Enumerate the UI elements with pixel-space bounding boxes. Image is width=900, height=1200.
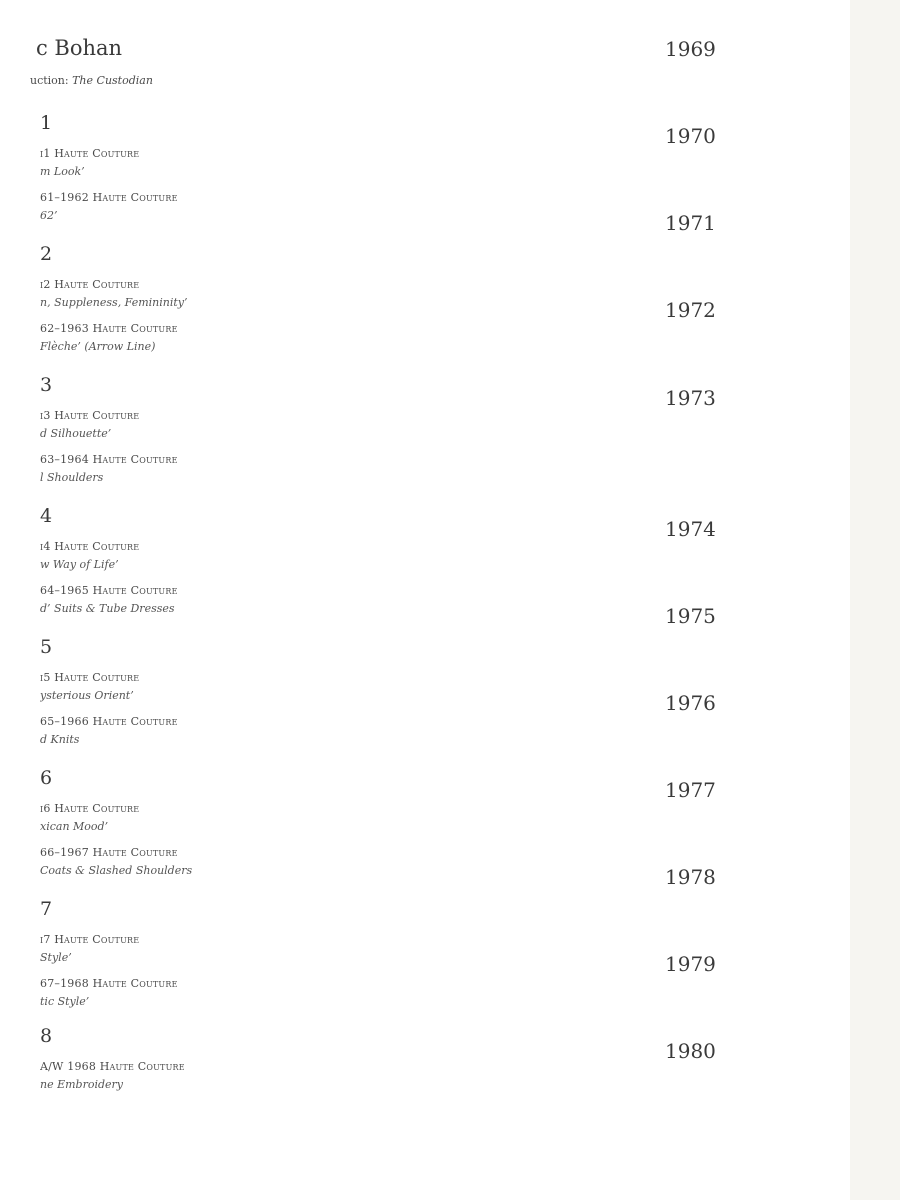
contents-entry [40,451,200,487]
entry-title: A/W 1968 Haute Couture [40,1060,185,1073]
year-heading: 2 [40,243,53,265]
entry-title: i5 Haute Couture [40,671,140,684]
entry-title: 65–1966 Haute Couture [40,715,178,728]
year-heading: 3 [40,374,53,396]
entry-subtitle: 62’ [40,209,58,222]
contents-entry [40,538,200,574]
contents-entry [40,931,200,967]
year-heading: 1974 [665,517,716,541]
entry-subtitle: l Shoulders [40,471,104,484]
year-heading: 1969 [665,37,716,61]
contents-entry [40,669,200,705]
entry-subtitle: w Way of Life’ [40,558,119,571]
entry-title: 61–1962 Haute Couture [40,191,178,204]
contents-entry [40,844,200,880]
year-heading: 1 [40,112,53,134]
entry-subtitle: Coats & Slashed Shoulders [40,864,193,877]
contents-entry [40,189,200,225]
entry-title: 66–1967 Haute Couture [40,846,178,859]
contents-entry [40,276,200,312]
entry-title: 62–1963 Haute Couture [40,322,178,335]
year-heading: 8 [40,1025,53,1047]
entry-subtitle: d’ Suits & Tube Dresses [40,602,175,615]
year-heading: 1972 [665,298,716,322]
entry-subtitle: Flèche’ (Arrow Line) [40,340,156,353]
year-heading: 7 [40,898,53,920]
contents-entry [40,1058,200,1094]
entry-title: 67–1968 Haute Couture [40,977,178,990]
year-heading: 1977 [665,778,716,802]
entry-title: i2 Haute Couture [40,278,140,291]
contents-entry [40,975,200,1011]
introduction-title: The Custodian [72,74,153,87]
entry-subtitle: tic Style’ [40,995,90,1008]
entry-title: 63–1964 Haute Couture [40,453,178,466]
contents-entry [40,145,200,181]
year-heading: 1971 [665,211,716,235]
year-heading: 5 [40,636,53,658]
entry-title: 64–1965 Haute Couture [40,584,178,597]
contents-entry [40,320,200,356]
entry-subtitle: ne Embroidery [40,1078,124,1091]
contents-entry [40,582,200,618]
contents-entry [40,713,200,749]
contents-entry [40,800,200,836]
entry-title: i7 Haute Couture [40,933,140,946]
right-column [630,0,845,1200]
entry-subtitle: n, Suppleness, Femininity’ [40,296,188,309]
entry-subtitle: d Knits [40,733,80,746]
year-heading: 4 [40,505,53,527]
entry-title: i6 Haute Couture [40,802,140,815]
entry-subtitle: m Look’ [40,165,85,178]
entry-title: i3 Haute Couture [40,409,140,422]
year-heading: 1978 [665,865,716,889]
contents-entry [40,407,200,443]
entry-title: i4 Haute Couture [40,540,140,553]
introduction-line [30,74,153,87]
introduction-prefix: uction: [30,74,73,87]
year-heading: 1973 [665,386,716,410]
year-heading: 1970 [665,124,716,148]
left-column [0,0,200,1200]
year-heading: 1975 [665,604,716,628]
entry-subtitle: Style’ [40,951,72,964]
entry-subtitle: d Silhouette’ [40,427,112,440]
entry-title: i1 Haute Couture [40,147,140,160]
year-heading: 6 [40,767,53,789]
chapter-author-heading: c Bohan [36,36,123,60]
entry-subtitle: xican Mood’ [40,820,109,833]
entry-subtitle: ysterious Orient’ [40,689,134,702]
year-heading: 1980 [665,1039,716,1063]
year-heading: 1979 [665,952,716,976]
year-heading: 1976 [665,691,716,715]
